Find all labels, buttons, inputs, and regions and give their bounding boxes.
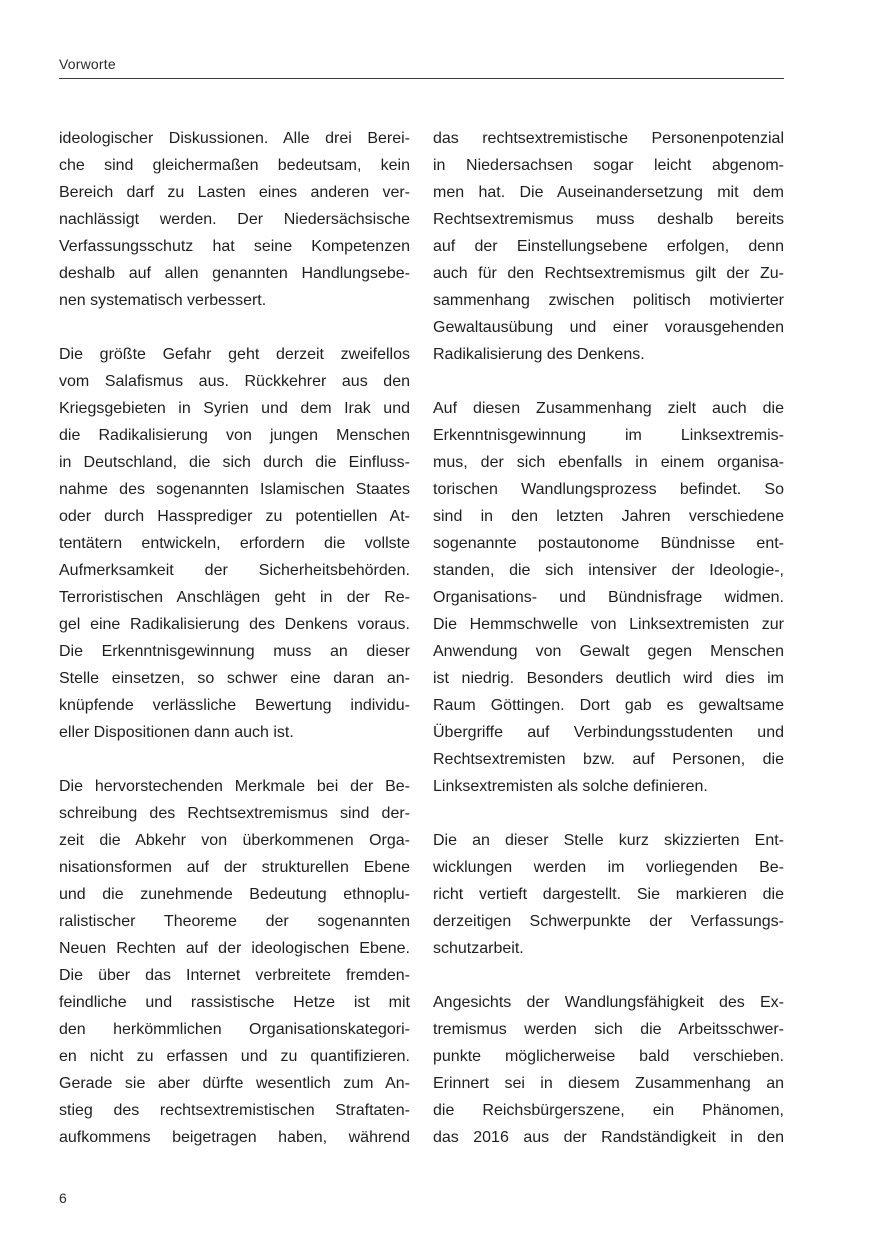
text-line: sogenannte postautonome Bündnisse ent-	[433, 535, 784, 552]
text-line: die Reichsbürgerszene, ein Phänomen,	[433, 1102, 784, 1119]
text-line: den herkömmlichen Organisationskategori-	[59, 1021, 410, 1038]
text-line: das rechtsextremistische Personenpotenzial	[433, 130, 784, 147]
paragraph-gap	[59, 314, 410, 341]
text-line: Erkenntnisgewinnung im Linksextremis-	[433, 427, 784, 444]
text-line: nen systematisch verbessert.	[59, 292, 267, 309]
text-line: Die hervorstechenden Merkmale bei der Be-	[59, 778, 410, 795]
text-line: vom Salafismus aus. Rückkehrer aus den	[59, 373, 410, 390]
text-line: in Niedersachsen sogar leicht abgenom-	[433, 157, 784, 174]
text-line: richt vertieft dargestellt. Sie markieren die	[433, 886, 784, 903]
text-line: Angesichts der Wandlungsfähigkeit des Ex-	[433, 994, 784, 1011]
left-text-column	[59, 125, 410, 1151]
text-line: torischen Wandlungsprozess befindet. So	[433, 481, 784, 498]
paragraph	[433, 827, 784, 962]
text-line: Linksextremisten als solche definieren.	[433, 778, 708, 795]
text-line: sammenhang zwischen politisch motivierter	[433, 292, 784, 309]
paragraph	[59, 341, 410, 746]
text-line: wicklungen werden im vorliegenden Be-	[433, 859, 784, 876]
text-line: nachlässigt werden. Der Niedersächsische	[59, 211, 410, 228]
text-line: Kriegsgebieten in Syrien und dem Irak und	[59, 400, 410, 417]
text-line: Übergriffe auf Verbindungsstudenten und	[433, 724, 784, 741]
paragraph	[433, 989, 784, 1151]
text-line: Verfassungsschutz hat seine Kompetenzen	[59, 238, 410, 255]
text-line: Rechtsextremismus muss deshalb bereits	[433, 211, 784, 228]
text-line: oder durch Hassprediger zu potentiellen At-	[59, 508, 410, 525]
text-line: Aufmerksamkeit der Sicherheitsbehörden.	[59, 562, 410, 579]
text-line: aufkommens beigetragen haben, während	[59, 1129, 410, 1146]
text-line: en nicht zu erfassen und zu quantifizieren.	[59, 1048, 410, 1065]
paragraph	[59, 773, 410, 1151]
text-line: und die zunehmende Bedeutung ethnoplu-	[59, 886, 410, 903]
text-line: gel eine Radikalisierung des Denkens voraus.	[59, 616, 410, 633]
header-rule	[59, 78, 784, 79]
text-line: ideologischer Diskussionen. Alle drei Berei-	[59, 130, 410, 147]
text-line: derzeitigen Schwerpunkte der Verfassungs-	[433, 913, 784, 930]
text-line: Terroristischen Anschlägen geht in der Re-	[59, 589, 410, 606]
text-line: Gewaltausübung und einer vorausgehenden	[433, 319, 784, 336]
right-text-column	[433, 125, 784, 1151]
text-line: men hat. Die Auseinandersetzung mit dem	[433, 184, 784, 201]
text-line: zeit die Abkehr von überkommenen Orga-	[59, 832, 410, 849]
paragraph-gap	[433, 368, 784, 395]
text-line: auf der Einstellungsebene erfolgen, denn	[433, 238, 784, 255]
text-line: Organisations- und Bündnisfrage widmen.	[433, 589, 784, 606]
text-line: Die Hemmschwelle von Linksextremisten zur	[433, 616, 784, 633]
paragraph	[433, 395, 784, 800]
paragraph-gap	[59, 746, 410, 773]
text-line: sind in den letzten Jahren verschiedene	[433, 508, 784, 525]
text-line: Stelle einsetzen, so schwer eine daran an-	[59, 670, 410, 687]
text-line: punkte möglicherweise bald verschieben.	[433, 1048, 784, 1065]
text-line: tremismus werden sich die Arbeitsschwer-	[433, 1021, 784, 1038]
text-line: Bereich darf zu Lasten eines anderen ver-	[59, 184, 410, 201]
text-line: auch für den Rechtsextremismus gilt der Zu-	[433, 265, 784, 282]
text-line: ist niedrig. Besonders deutlich wird dies im	[433, 670, 784, 687]
text-line: standen, die sich intensiver der Ideologie-,	[433, 562, 784, 579]
text-line: Erinnert sei in diesem Zusammenhang an	[433, 1075, 784, 1092]
text-line: Auf diesen Zusammenhang zielt auch die	[433, 400, 784, 417]
text-line: deshalb auf allen genannten Handlungsebe-	[59, 265, 410, 282]
text-line: das 2016 aus der Randständigkeit in den	[433, 1129, 784, 1146]
text-line: feindliche und rassistische Hetze ist mit	[59, 994, 410, 1011]
text-line: Die über das Internet verbreitete fremden-	[59, 967, 410, 984]
paragraph-gap	[433, 962, 784, 989]
text-line: die Radikalisierung von jungen Menschen	[59, 427, 410, 444]
text-line: che sind gleichermaßen bedeutsam, kein	[59, 157, 410, 174]
running-head: Vorworte	[59, 56, 116, 72]
text-line: tentätern entwickeln, erfordern die vollste	[59, 535, 410, 552]
text-line: knüpfende verlässliche Bewertung individu-	[59, 697, 410, 714]
text-line: schutzarbeit.	[433, 940, 524, 957]
text-line: schreibung des Rechtsextremismus sind der-	[59, 805, 410, 822]
text-line: mus, der sich ebenfalls in einem organisa-	[433, 454, 784, 471]
text-line: Neuen Rechten auf der ideologischen Ebene.	[59, 940, 410, 957]
paragraph	[59, 125, 410, 314]
text-line: eller Dispositionen dann auch ist.	[59, 724, 294, 741]
text-line: in Deutschland, die sich durch die Einfluss-	[59, 454, 410, 471]
text-line: Anwendung von Gewalt gegen Menschen	[433, 643, 784, 660]
text-line: Die Erkenntnisgewinnung muss an dieser	[59, 643, 410, 660]
text-line: Die größte Gefahr geht derzeit zweifellos	[59, 346, 410, 363]
text-line: nisationsformen auf der strukturellen Ebene	[59, 859, 410, 876]
text-line: nahme des sogenannten Islamischen Staates	[59, 481, 410, 498]
text-line: ralistischer Theoreme der sogenannten	[59, 913, 410, 930]
paragraph	[433, 125, 784, 368]
paragraph-gap	[433, 800, 784, 827]
text-line: Raum Göttingen. Dort gab es gewaltsame	[433, 697, 784, 714]
text-line: Rechtsextremisten bzw. auf Personen, die	[433, 751, 784, 768]
text-line: Radikalisierung des Denkens.	[433, 346, 645, 363]
text-line: stieg des rechtsextremistischen Straftaten-	[59, 1102, 410, 1119]
text-line: Die an dieser Stelle kurz skizzierten Ent-	[433, 832, 784, 849]
page-number: 6	[59, 1190, 67, 1206]
text-line: Gerade sie aber dürfte wesentlich zum An-	[59, 1075, 410, 1092]
